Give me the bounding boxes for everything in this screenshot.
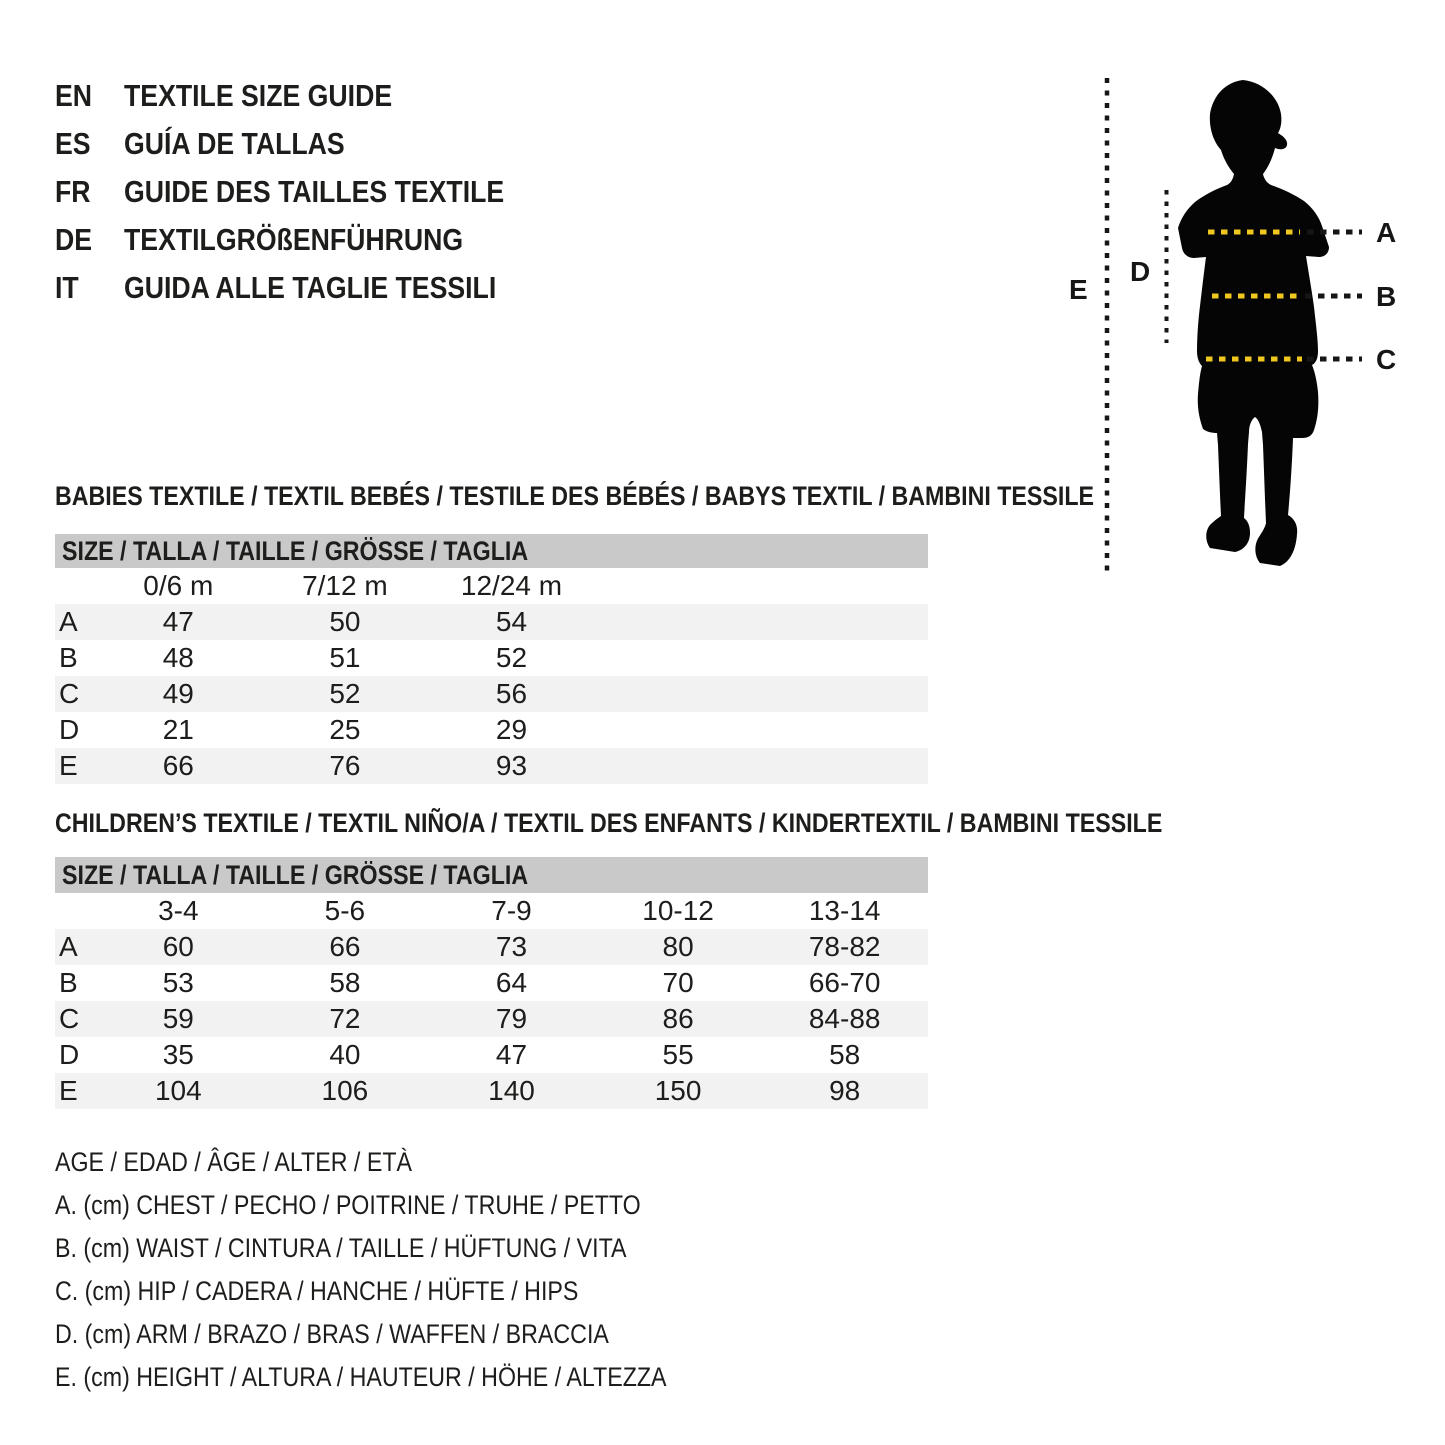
- label-b: B: [1376, 281, 1397, 312]
- empty-cell: [761, 640, 928, 676]
- row-label: C: [59, 678, 80, 709]
- cell-value: 51: [329, 642, 361, 673]
- cell-value: 98: [829, 1075, 861, 1106]
- guide-title-fr: [124, 174, 724, 210]
- empty-cell: [595, 568, 762, 604]
- cell-value: 49: [162, 678, 194, 709]
- cell-value: 40: [329, 1039, 361, 1070]
- children-col-7-9: 7-9: [491, 895, 532, 926]
- cell-value: 64: [495, 967, 528, 998]
- lang-code-text: EN: [55, 78, 93, 113]
- table-row-a: [55, 604, 928, 640]
- table-row-c: [55, 1001, 928, 1037]
- cell-value: 58: [829, 1039, 861, 1070]
- cell-value: 58: [329, 967, 361, 998]
- legend-height-text: E. (cm) HEIGHT / ALTURA / HAUTEUR / HÖHE / ALTEZZA: [55, 1362, 667, 1392]
- cell-value: 150: [654, 1075, 702, 1106]
- babies-section-title: [55, 481, 1155, 512]
- row-label: D: [59, 1039, 80, 1070]
- cell-value: 59: [162, 1003, 194, 1034]
- cell-value: 50: [329, 606, 361, 637]
- lang-code-text: FR: [55, 174, 91, 209]
- empty-cell: [761, 712, 928, 748]
- cell-value: 72: [329, 1003, 361, 1034]
- cell-value: 70: [662, 967, 694, 998]
- babies-size-header-text: SIZE / TALLA / TAILLE / GRÖSSE / TAGLIA: [62, 536, 529, 566]
- child-silhouette: [1178, 80, 1329, 566]
- cell-value: 140: [488, 1075, 535, 1106]
- empty-cell: [761, 604, 928, 640]
- cell-value: 54: [495, 606, 528, 637]
- children-col-5-6: 5-6: [324, 895, 366, 926]
- legend-hip-text: C. (cm) HIP / CADERA / HANCHE / HÜFTE / HIPS: [55, 1276, 579, 1306]
- children-col-3-4: 3-4: [158, 895, 199, 926]
- guide-title-de-text: TEXTILGRÖßENFÜHRUNG: [124, 222, 464, 257]
- legend-line-hip: [55, 1276, 955, 1306]
- cell-value: 52: [329, 678, 361, 709]
- cell-value: 47: [162, 606, 194, 637]
- cell-value: 73: [495, 931, 528, 962]
- table-row-e: [55, 1073, 928, 1109]
- label-e: E: [1069, 274, 1088, 305]
- cell-value: 56: [495, 678, 528, 709]
- cell-value: 53: [162, 967, 194, 998]
- children-col-10-12: 10-12: [642, 895, 714, 926]
- guide-title-en: [124, 78, 724, 114]
- empty-cell: [595, 748, 762, 784]
- row-label: B: [59, 642, 78, 673]
- cell-value: 66: [329, 931, 361, 962]
- legend-line-waist: [55, 1233, 955, 1263]
- label-d: D: [1130, 256, 1151, 287]
- children-size-header-bar: [55, 857, 928, 893]
- label-a: A: [1376, 217, 1397, 248]
- children-col-13-14: 13-14: [808, 895, 881, 926]
- empty-cell: [595, 640, 762, 676]
- cell-value: 84-88: [808, 1003, 881, 1034]
- lang-code: [55, 126, 96, 162]
- table-row-c: [55, 676, 928, 712]
- cell-value: 66: [162, 750, 194, 781]
- lang-code-text: ES: [55, 126, 91, 161]
- cell-value: 52: [495, 642, 528, 673]
- row-label: C: [59, 1003, 80, 1034]
- empty-cell: [595, 712, 762, 748]
- legend-chest-text: A. (cm) CHEST / PECHO / POITRINE / TRUHE / PETTO: [55, 1190, 641, 1220]
- legend-line-age: [55, 1147, 955, 1177]
- row-label: E: [59, 1075, 78, 1106]
- cell-value: 25: [329, 714, 361, 745]
- row-label: D: [59, 714, 80, 745]
- label-c: C: [1376, 344, 1397, 375]
- children-column-header-row: [55, 893, 928, 929]
- row-label: A: [59, 606, 78, 637]
- row-label: E: [59, 750, 78, 781]
- guide-title-es: [124, 126, 724, 162]
- babies-size-table: [55, 534, 928, 784]
- cell-value: 93: [495, 750, 528, 781]
- table-row-a: [55, 929, 928, 965]
- babies-section-title-text: BABIES TEXTILE / TEXTIL BEBÉS / TESTILE DES BÉBÉS / BABYS TEXTIL / BAMBINI TESSILE: [55, 481, 1095, 511]
- legend-line-arm: [55, 1319, 955, 1349]
- cell-value: 78-82: [808, 931, 881, 962]
- guide-title-it: [124, 270, 724, 306]
- legend-line-height: [55, 1362, 955, 1392]
- row-label: A: [59, 931, 78, 962]
- cell-value: 48: [162, 642, 194, 673]
- legend-waist-text: B. (cm) WAIST / CINTURA / TAILLE / HÜFTUNG / VITA: [55, 1233, 627, 1263]
- lang-code-text: DE: [55, 222, 93, 257]
- lang-code: [55, 174, 96, 210]
- empty-cell: [761, 676, 928, 712]
- cell-value: 86: [662, 1003, 694, 1034]
- cell-value: 66-70: [808, 967, 881, 998]
- cell-value: 76: [329, 750, 361, 781]
- table-row-e: [55, 748, 928, 784]
- table-row-b: [55, 640, 928, 676]
- babies-col-0-6m: 0/6 m: [143, 570, 214, 601]
- babies-col-7-12m: 7/12 m: [302, 570, 388, 601]
- empty-cell: [761, 568, 928, 604]
- babies-size-header-bar: [55, 534, 928, 568]
- lang-code: [55, 222, 98, 258]
- children-section-title: [55, 808, 1163, 839]
- guide-title-de: [124, 222, 724, 258]
- table-row-d: [55, 712, 928, 748]
- cell-value: 106: [321, 1075, 369, 1106]
- empty-cell: [595, 676, 762, 712]
- cell-value: 79: [495, 1003, 528, 1034]
- empty-cell: [595, 604, 762, 640]
- cell-value: 55: [662, 1039, 694, 1070]
- children-size-table: [55, 857, 928, 1109]
- cell-value: 21: [162, 714, 194, 745]
- children-size-header-text: SIZE / TALLA / TAILLE / GRÖSSE / TAGLIA: [62, 860, 529, 890]
- table-row-d: [55, 1037, 928, 1073]
- guide-title-it-text: GUIDA ALLE TAGLIE TESSILI: [124, 270, 497, 305]
- lang-code: [55, 270, 83, 306]
- cell-value: 80: [662, 931, 694, 962]
- corner-cell: [55, 893, 95, 929]
- babies-column-header-row: [55, 568, 928, 604]
- table-row-b: [55, 965, 928, 1001]
- cell-value: 29: [495, 714, 528, 745]
- lang-code-text: IT: [55, 270, 79, 305]
- lang-code: [55, 78, 98, 114]
- cell-value: 104: [154, 1075, 202, 1106]
- legend-arm-text: D. (cm) ARM / BRAZO / BRAS / WAFFEN / BRACCIA: [55, 1319, 609, 1349]
- corner-cell: [55, 568, 95, 604]
- cell-value: 35: [162, 1039, 194, 1070]
- guide-title-fr-text: GUIDE DES TAILLES TEXTILE: [124, 174, 505, 209]
- children-section-title-text: CHILDREN’S TEXTILE / TEXTIL NIÑO/A / TEXTIL DES ENFANTS / KINDERTEXTIL / BAMBINI TESSILE: [55, 808, 1163, 838]
- legend-line-chest: [55, 1190, 955, 1220]
- guide-title-en-text: TEXTILE SIZE GUIDE: [124, 78, 393, 113]
- cell-value: 47: [495, 1039, 528, 1070]
- row-label: B: [59, 967, 78, 998]
- empty-cell: [761, 748, 928, 784]
- guide-title-es-text: GUÍA DE TALLAS: [124, 126, 345, 161]
- cell-value: 60: [162, 931, 194, 962]
- legend-age-text: AGE / EDAD / ÂGE / ALTER / ETÀ: [55, 1147, 413, 1177]
- babies-col-12-24m: 12/24 m: [460, 570, 563, 601]
